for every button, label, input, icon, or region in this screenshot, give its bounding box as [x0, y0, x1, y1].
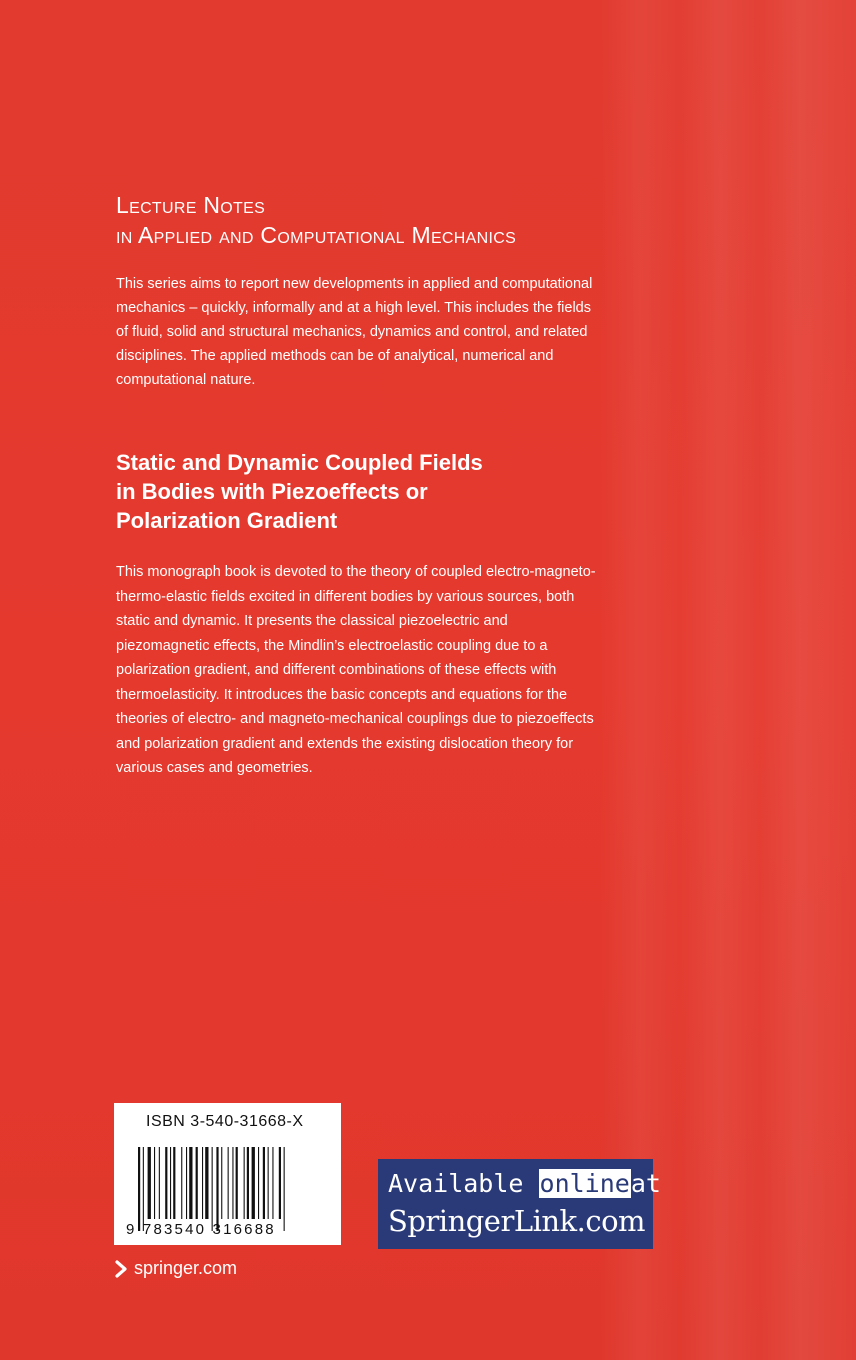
book-title-line-2: in Bodies with Piezoeffects or: [116, 479, 428, 504]
springer-url[interactable]: springer.com: [134, 1258, 238, 1278]
barcode-bar: [216, 1147, 218, 1231]
online-highlight: online: [539, 1169, 630, 1198]
available-online-text: [388, 1169, 661, 1199]
series-title: [116, 190, 516, 250]
chevron-right-icon: [114, 1260, 128, 1278]
series-title-line-1: Lecture Notes: [116, 192, 266, 218]
barcode-bar: [148, 1147, 151, 1219]
barcode-bar: [159, 1147, 160, 1219]
available-suffix: at: [630, 1169, 661, 1198]
book-title-line-1: Static and Dynamic Coupled Fields: [116, 450, 483, 475]
book-title: [116, 448, 483, 535]
series-title-line-2: in Applied and Computational Mechanics: [116, 222, 517, 248]
barcode-bar: [244, 1147, 245, 1219]
barcode-bar: [268, 1147, 269, 1219]
barcode-digits: 9 783540 316688: [126, 1221, 276, 1238]
barcode-bar: [202, 1147, 203, 1219]
barcode-bar: [258, 1147, 259, 1219]
barcode-bar: [143, 1147, 144, 1231]
isbn-barcode-box: [114, 1103, 341, 1245]
barcode-bar: [186, 1147, 187, 1219]
barcode-bar: [181, 1147, 182, 1219]
barcode-bar: [247, 1147, 249, 1219]
barcode-bar: [279, 1147, 281, 1219]
barcode-bar: [236, 1147, 238, 1219]
isbn-label: ISBN 3-540-31668-X: [146, 1113, 304, 1130]
available-online-badge[interactable]: [378, 1159, 661, 1249]
barcode-bar: [212, 1147, 213, 1231]
barcode-bar: [263, 1147, 265, 1219]
barcode-bar: [189, 1147, 192, 1219]
barcode-bar: [284, 1147, 285, 1231]
barcode-bar: [228, 1147, 229, 1219]
barcode-bar: [170, 1147, 171, 1219]
barcode-bar: [154, 1147, 155, 1219]
barcode-bar: [205, 1147, 208, 1219]
barcode-bar: [221, 1147, 222, 1219]
springerlink-url[interactable]: SpringerLink.com: [388, 1204, 646, 1238]
barcode-bar: [272, 1147, 273, 1219]
available-prefix: Available: [388, 1169, 539, 1198]
book-title-line-3: Polarization Gradient: [116, 508, 338, 533]
springer-link[interactable]: [114, 1258, 237, 1279]
barcode-bar: [232, 1147, 233, 1219]
barcode-bar: [252, 1147, 255, 1219]
book-description: This monograph book is devoted to the theory of coupled electro-magneto-thermo-elastic fields excited in different bodies by various sources, both static and dynamic. It presents the classical piezoelectric and piezomagnetic effects, the Mindlin’s electroelastic coupling due to a polarization gradient, and different combinations of these effects with thermoelasticity. It introduces the basic concepts and equations for the theories of electro- and magneto-mechanical couplings due to piezoeffects and polarization gradient and extends the existing dislocation theory for various cases and geometries.: [116, 564, 596, 776]
barcode-bar: [196, 1147, 198, 1219]
barcode-bar: [165, 1147, 167, 1219]
barcode-bar: [138, 1147, 140, 1231]
series-description: This series aims to report new developments in applied and computational mechanics – quickly, informally and at a high level. This includes the fields of fluid, solid and structural mechanics, dynamics and control, and related disciplines. The applied methods can be of analytical, numerical and computational nature.: [116, 276, 593, 388]
barcode-bar: [173, 1147, 175, 1219]
